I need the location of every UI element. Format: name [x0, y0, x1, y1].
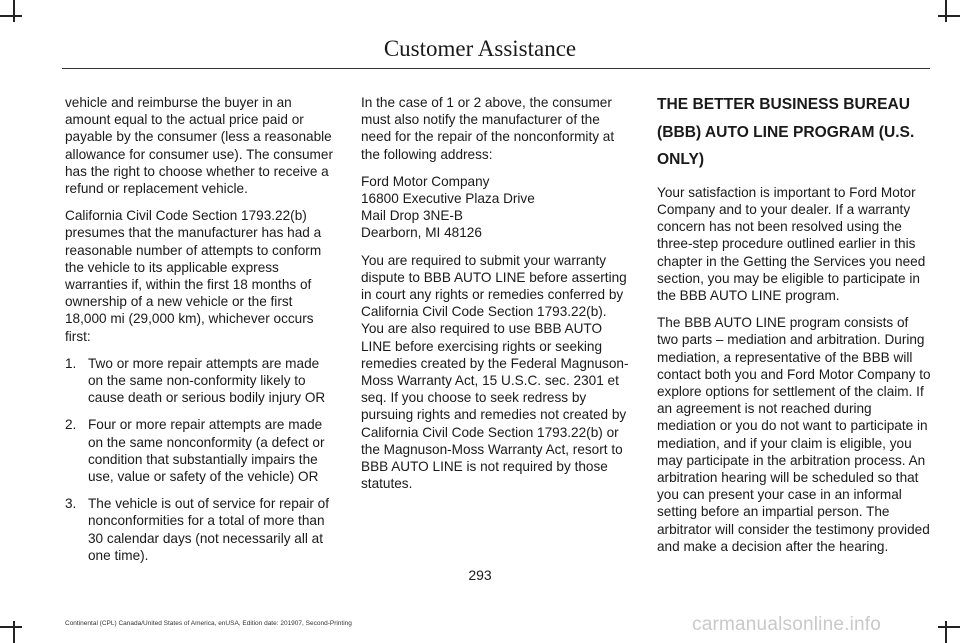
list-item	[65, 355, 337, 407]
page-number: 293	[468, 567, 492, 583]
section-heading	[657, 94, 933, 172]
address-line: 16800 Executive Plaza Drive	[361, 191, 535, 207]
paragraph: In the case of 1 or 2 above, the consumer must also notify the manufacturer of the need for the repair of the nonconformity at the following address:	[361, 95, 615, 162]
heading-line: (BBB) AUTO LINE PROGRAM (U.S.	[657, 123, 915, 141]
column-right	[657, 94, 933, 565]
list-item-number: 3.	[65, 496, 77, 512]
list-item-text: The vehicle is out of service for repair of nonconformities for a total of more than 30 calendar days (not necessarily all at one time).	[88, 496, 330, 563]
crop-mark-bottom-right-vertical	[945, 621, 947, 643]
address-line: Dearborn, MI 48126	[361, 225, 482, 241]
list-item-text: Two or more repair attempts are made on the same non-conformity likely to cause death or serious bodily injury OR	[88, 355, 326, 406]
list-item-text: Four or more repair attempts are made on the same nonconformity (a defect or condition that substantially impairs the use, value or safety of the vehicle) OR	[88, 417, 325, 485]
list-item-number: 1.	[65, 355, 77, 371]
crop-mark-top-left-horizontal	[0, 15, 22, 17]
crop-mark-bottom-right-horizontal	[938, 626, 960, 628]
paragraph: California Civil Code Section 1793.22(b) presumes that the manufacturer has had a reasonable number of attempts to conform the vehicle to its applicable express warranties if, within the first 18 months of ownership of a new vehicle or the first 18,000 mi (29,000 km), whichever occurs first:	[65, 208, 322, 344]
crop-mark-bottom-left-vertical	[13, 621, 15, 643]
paragraph: vehicle and reimburse the buyer in an amount equal to the actual price paid or payable by the consumer (less a reasonable allowance for consumer use). The consumer has the right to choose whether to receive a refund or replacement vehicle.	[65, 95, 333, 197]
heading-line: ONLY)	[657, 151, 705, 169]
numbered-list	[65, 355, 337, 564]
mailing-address	[361, 173, 633, 242]
crop-mark-top-right-horizontal	[938, 15, 960, 17]
crop-mark-bottom-left-horizontal	[0, 626, 22, 628]
column-left	[65, 94, 337, 574]
paragraph: You are required to submit your warranty dispute to BBB AUTO LINE before asserting in court any rights or remedies conferred by California Civil Code Section 1793.22(b). You are also required to use BBB AUTO LINE before exercising rights or seeking remedies created by the Federal Magnuson-Moss Warranty Act, 15 U.S.C. sec. 2301 et seq. If you choose to seek redress by pursuing rights and remedies not created by California Civil Code Section 1793.22(b) or the Magnuson-Moss Warranty Act, resort to BBB AUTO LINE is not required by those statutes.	[361, 252, 629, 492]
crop-mark-top-left-vertical	[13, 0, 15, 22]
page-title: Customer Assistance	[383, 36, 577, 61]
watermark: carmanualsonline.info	[692, 614, 882, 635]
address-line: Mail Drop 3NE-B	[361, 208, 463, 224]
list-item	[65, 495, 337, 564]
address-line: Ford Motor Company	[361, 173, 490, 189]
list-item-number: 2.	[65, 417, 77, 433]
edition-footer: Continental (CPL) Canada/United States of America, enUSA, Edition date: 201907, Second-Printing	[65, 620, 352, 627]
list-item	[65, 416, 337, 485]
header-divider	[62, 68, 930, 69]
heading-line: THE BETTER BUSINESS BUREAU	[657, 96, 910, 113]
paragraph: Your satisfaction is important to Ford Motor Company and to your dealer. If a warranty concern has not been resolved using the three-step procedure outlined earlier in this chapter in the Getting the Services you need section, you may be eligible to participate in the BBB AUTO LINE program.	[657, 184, 926, 303]
column-middle	[361, 94, 633, 502]
crop-mark-top-right-vertical	[945, 0, 947, 22]
paragraph: The BBB AUTO LINE program consists of two parts – mediation and arbitration. During mediation, a representative of the BBB will contact both you and Ford Motor Company to explore options for settlement of the claim. If an agreement is not reached during mediation or you do not want to participate in mediation, and if your claim is eligible, you may participate in the arbitration process. An arbitration hearing will be scheduled so that you can present your case in an informal setting before an impartial person. The arbitrator will consider the testimony provided and make a decision after the hearing.	[657, 315, 931, 554]
